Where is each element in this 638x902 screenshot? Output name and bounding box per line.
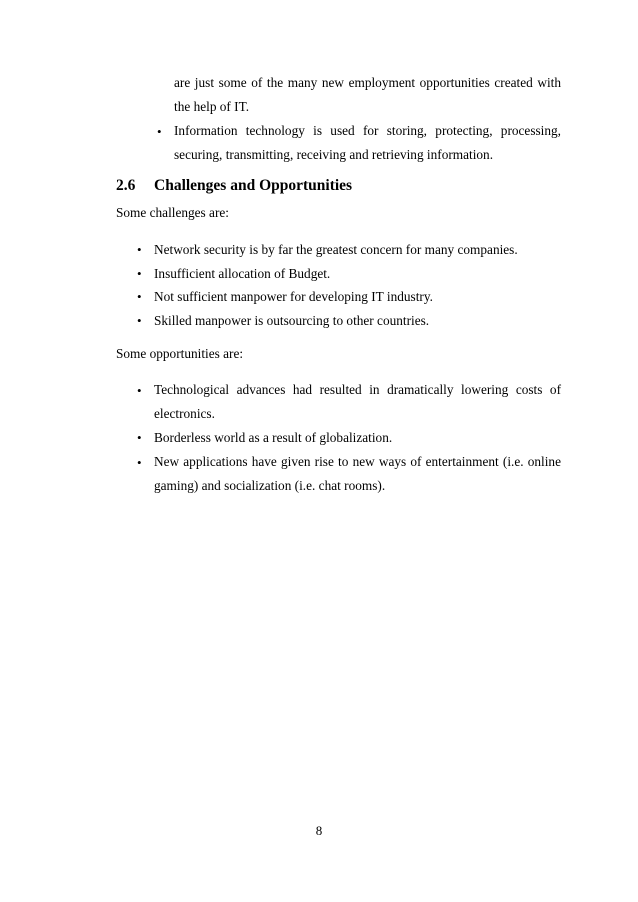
bullet-marker: • (137, 430, 142, 445)
bullet-marker: • (137, 455, 142, 470)
bullet-marker: • (137, 383, 142, 398)
opportunities-intro: Some opportunities are: (116, 346, 244, 361)
challenges-intro: Some challenges are: (116, 205, 229, 220)
bullet-marker: • (157, 124, 162, 139)
opportunity-item: Borderless world as a result of globalization. (154, 430, 393, 445)
bullet-marker: • (137, 313, 142, 328)
opportunity-item: Technological advances had resulted in dramatically lowering costs of electronics. (154, 382, 561, 421)
bullet-item-info-tech: Information technology is used for storing, protecting, processing, securing, transmitting, receiving and retrieving information. (174, 123, 561, 162)
challenge-item: Insufficient allocation of Budget. (154, 266, 331, 281)
opportunity-item: New applications have given rise to new ways of entertainment (i.e. online gaming) and socialization (i.e. chat rooms). (154, 454, 561, 493)
continuation-paragraph: are just some of the many new employment opportunities created with the help of IT. (174, 75, 561, 114)
page-number: 8 (315, 823, 323, 838)
bullet-marker: • (137, 266, 142, 281)
challenge-item: Network security is by far the greatest concern for many companies. (154, 242, 518, 257)
challenge-item: Not sufficient manpower for developing IT industry. (154, 289, 433, 304)
bullet-marker: • (137, 289, 142, 304)
section-title: Challenges and Opportunities (154, 177, 353, 194)
section-number: 2.6 (116, 177, 136, 194)
bullet-marker: • (137, 242, 142, 257)
challenge-item: Skilled manpower is outsourcing to other countries. (154, 313, 430, 328)
